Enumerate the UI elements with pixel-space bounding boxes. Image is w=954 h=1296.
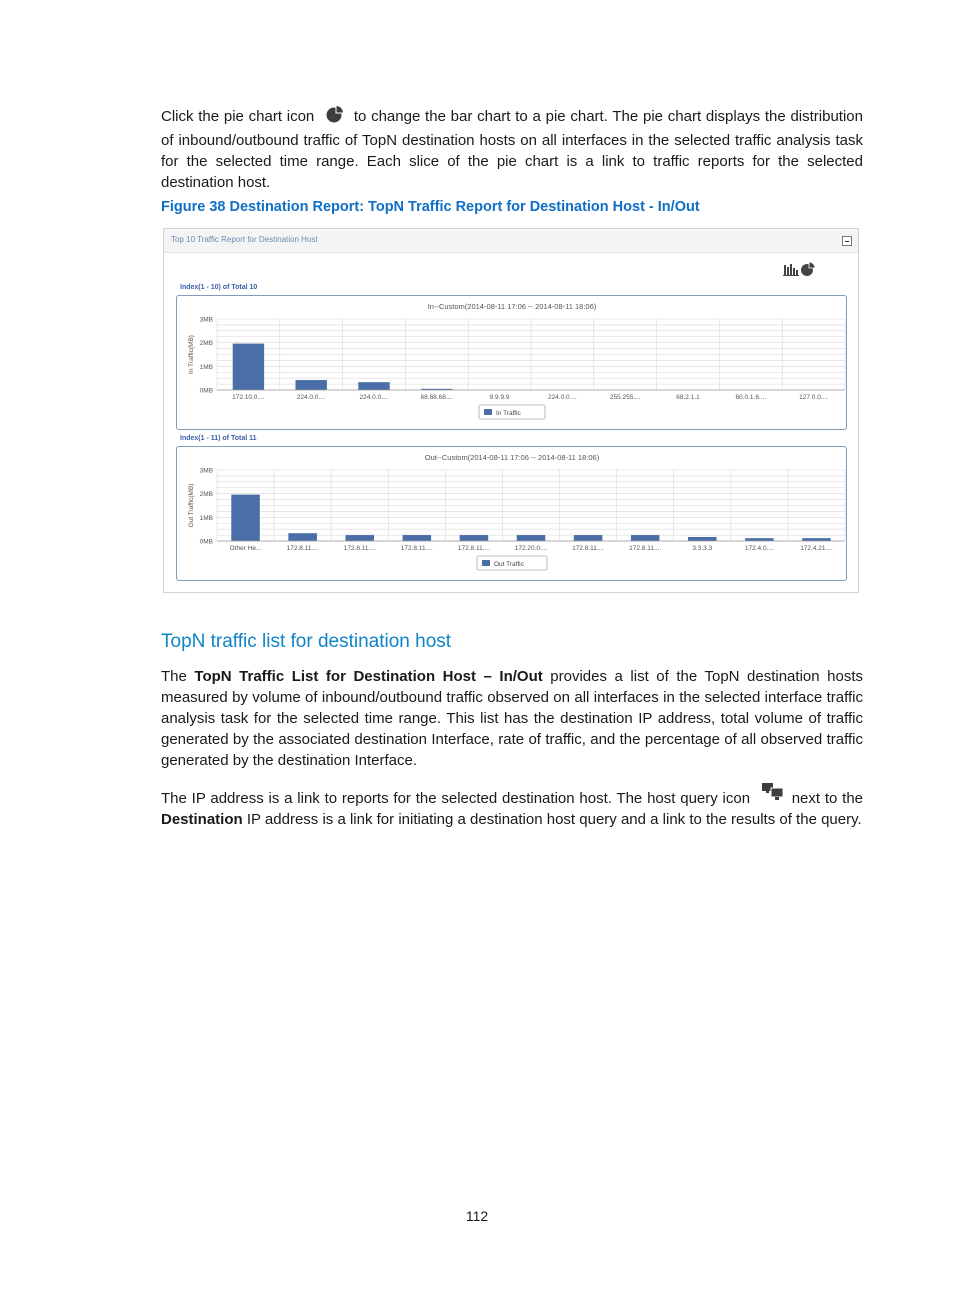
x-tick-label: 172.8.11.... [572, 545, 605, 552]
in-index-label: Index(1 - 10) of Total 10 [180, 284, 258, 291]
out-traffic-chart [176, 446, 847, 581]
in-traffic-chart [176, 295, 847, 430]
y-tick-label: 0MB [199, 538, 213, 546]
y-tick-label: 2MB [199, 340, 213, 348]
host-query-icon [761, 782, 785, 808]
x-tick-label: 172.20.0.... [514, 545, 548, 552]
x-tick-label: 172.4.0.... [744, 545, 774, 552]
x-tick-label: 172.10.0.... [232, 394, 265, 401]
pie-chart-icon [325, 104, 345, 130]
bar-chart-icon[interactable] [783, 264, 799, 276]
out-index-label: Index(1 - 11) of Total 11 [180, 435, 257, 442]
intro-text-after: to change the bar chart to a pie chart. The pie chart displays the distribution of inbound/outbound traffic of TopN destination hosts on all interfaces in the selected traffic analysis task for the selected time range. Each slice of the pie chart is a link to traffic reports for the selected destination host. [161, 107, 863, 191]
x-tick-label: Other He... [229, 545, 262, 552]
y-tick-label: 3MB [199, 467, 213, 475]
bar[interactable] [345, 535, 374, 541]
collapse-button[interactable] [842, 236, 852, 246]
y-tick-label: 0MB [199, 387, 213, 395]
x-tick-label: 224.0.0.... [296, 394, 326, 401]
bar[interactable] [231, 495, 260, 541]
bar[interactable] [688, 537, 717, 541]
y-tick-label: 1MB [199, 363, 213, 371]
pie-chart-icon[interactable] [801, 262, 815, 276]
x-tick-label: 127.0.0.... [799, 394, 829, 401]
list-para-pre: The [161, 668, 195, 685]
bar[interactable] [403, 535, 432, 541]
bar[interactable] [358, 382, 389, 390]
y-tick-label: 1MB [199, 514, 213, 522]
x-tick-label: 60.0.1.6.... [735, 394, 767, 401]
bar[interactable] [802, 538, 831, 541]
x-tick-label: 172.8.11.... [457, 545, 490, 552]
section-heading: TopN traffic list for destination host [161, 631, 452, 652]
list-paragraph [161, 666, 863, 771]
y-axis-label: Out Traffic(MB) [188, 483, 195, 528]
bar[interactable] [233, 344, 264, 390]
bar[interactable] [288, 533, 317, 541]
report-panel [163, 228, 859, 593]
x-tick-label: 224.0.0.... [359, 394, 389, 401]
bar[interactable] [631, 535, 660, 541]
ip-para-post: IP address is a link for initiating a destination host query and a link to the results of the query. [242, 811, 862, 828]
panel-header [164, 229, 858, 253]
x-tick-label: 172.4.21.... [800, 545, 833, 552]
x-tick-label: 3.3.3.3 [692, 545, 713, 552]
y-tick-label: 3MB [199, 316, 213, 324]
bar[interactable] [745, 538, 774, 541]
bar[interactable] [460, 535, 489, 541]
intro-text-before: Click the pie chart icon [161, 107, 315, 125]
y-tick-label: 2MB [199, 491, 213, 499]
panel-title: Top 10 Traffic Report for Destination Host [171, 235, 318, 244]
list-para-post: provides a list of the TopN destination hosts measured by volume of inbound/outbound traffic observed on all interfaces in the selected interface traffic analysis task for the selected time range. This list has the destination IP address, total volume of traffic generated by the associated destination Interface, rate of traffic, and the percentage of all observed traffic generated by the destination Interface. [161, 668, 863, 769]
page-number: 112 [465, 1208, 489, 1224]
list-para-bold: TopN Traffic List for Destination Host – In/Out [194, 668, 543, 685]
chart-title-0: In--Custom(2014-08-11 17:06 -- 2014-08-11 18:06) [427, 302, 597, 311]
ip-para-before: The IP address is a link to reports for the selected destination host. The host query icon [161, 790, 751, 807]
intro-paragraph [161, 104, 863, 193]
x-tick-label: 68.68.68.... [420, 394, 454, 401]
x-tick-label: 255.255.... [609, 394, 641, 401]
x-tick-label: 172.8.11.... [629, 545, 662, 552]
ip-para-after: next to the [786, 790, 864, 807]
ip-paragraph [161, 788, 863, 830]
x-tick-label: 224.0.0.... [547, 394, 577, 401]
x-tick-label: 172.8.11.... [343, 545, 376, 552]
legend-label: In Traffic [496, 410, 521, 417]
bar[interactable] [574, 535, 603, 541]
x-tick-label: 68.2.1.1 [676, 394, 700, 401]
figure-caption: Figure 38 Destination Report: TopN Traffic Report for Destination Host - In/Out [161, 199, 700, 215]
legend[interactable] [477, 556, 547, 570]
chart-title-1: Out--Custom(2014-08-11 17:06 -- 2014-08-11 18:06) [424, 453, 600, 462]
ip-para-bold: Destination [161, 811, 243, 828]
legend[interactable] [479, 405, 545, 419]
x-tick-label: 9.9.9.9 [489, 394, 510, 401]
chart-toolbar [783, 261, 817, 277]
legend-label: Out Traffic [494, 561, 524, 568]
y-axis-label: In Traffic(MB) [188, 335, 195, 374]
bar[interactable] [296, 380, 327, 390]
bar[interactable] [517, 535, 546, 541]
x-tick-label: 172.8.11.... [286, 545, 319, 552]
x-tick-label: 172.8.11.... [400, 545, 433, 552]
